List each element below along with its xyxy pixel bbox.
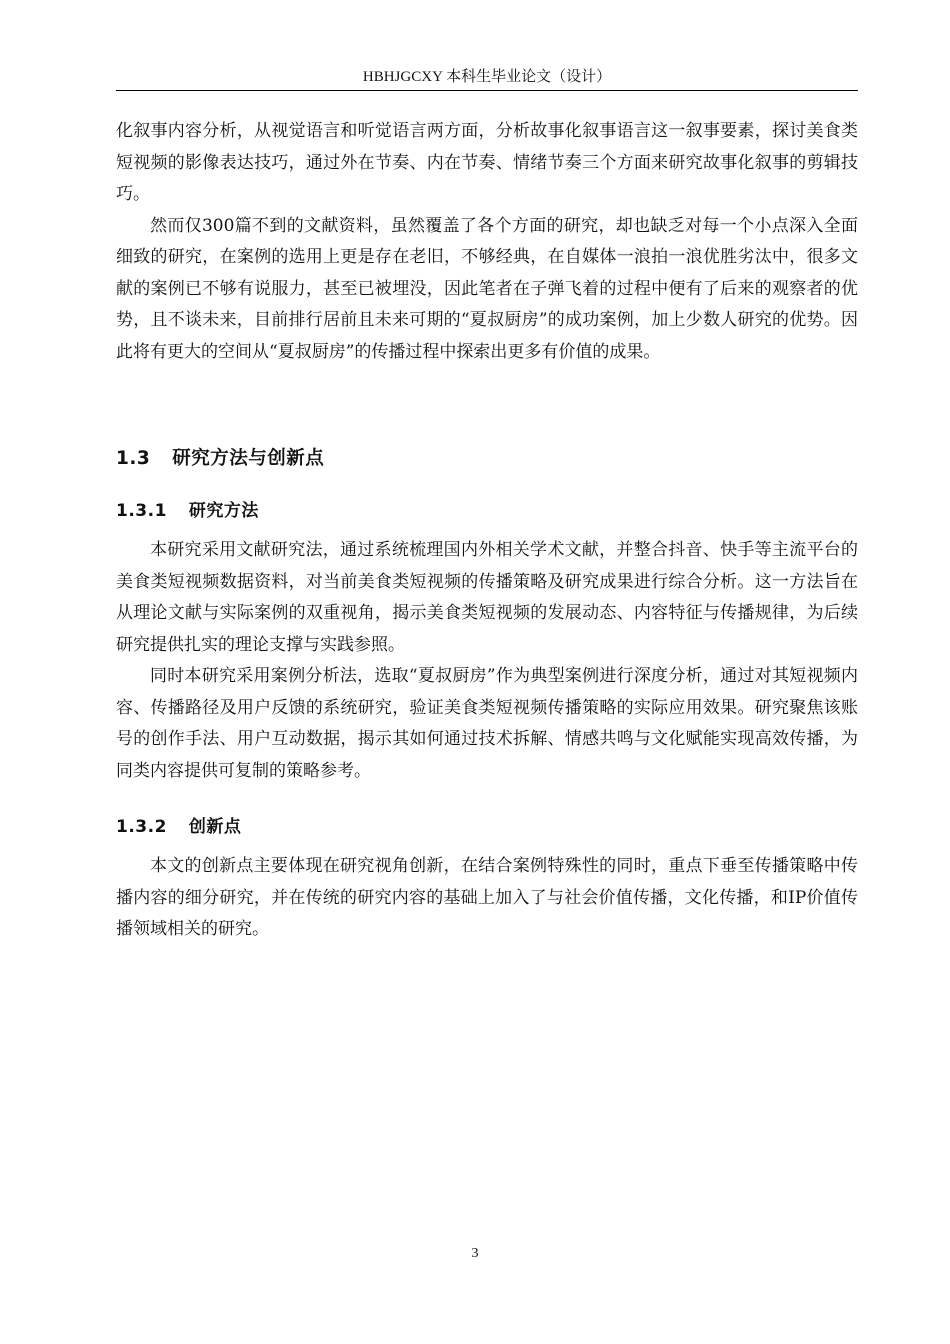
innovation-section: [116, 851, 858, 946]
subsection-title: 创新点: [188, 817, 242, 837]
section-heading-1-3: [116, 444, 324, 470]
section-number: 1.3: [116, 448, 151, 469]
methods-section: [116, 535, 858, 787]
section-title: 研究方法与创新点: [172, 448, 325, 469]
subsection-title: 研究方法: [188, 501, 259, 521]
subsection-heading-1-3-2: [116, 812, 241, 837]
paragraph-innovation: 本文的创新点主要体现在研究视角创新，在结合案例特殊性的同时，重点下垂至传播策略中传播内容的细分研究，并在传统的研究内容的基础上加入了与社会价值传播，文化传播，和IP价值传播领域相关的研究。: [116, 856, 858, 939]
page-header: HBHJGCXY 本科生毕业论文（设计）: [116, 66, 858, 91]
paragraph-literature-method: 本研究采用文献研究法，通过系统梳理国内外相关学术文献，并整合抖音、快手等主流平台的美食类短视频数据资料，对当前美食类短视频的传播策略及研究成果进行综合分析。这一方法旨在从理论文献与实际案例的双重视角，揭示美食类短视频的发展动态、内容特征与传播规律，为后续研究提供扎实的理论支撑与实践参照。: [116, 540, 858, 655]
page-number: 3: [471, 1246, 479, 1261]
paragraph-literature-critique: 然而仅300篇不到的文献资料，虽然覆盖了各个方面的研究，却也缺乏对每一个小点深入全面细致的研究，在案例的选用上更是存在老旧，不够经典，在自媒体一浪拍一浪优胜劣汰中，很多文献的案例已不够有说服力，甚至已被埋没，因此笔者在子弹飞着的过程中便有了后来的观察者的优势，且不谈未来，目前排行居前且未来可期的“夏叔厨房”的成功案例，加上少数人研究的优势。因此将有更大的空间从“夏叔厨房”的传播过程中探索出更多有价值的成果。: [116, 215, 858, 362]
subsection-number: 1.3.1: [116, 501, 167, 521]
paragraph-continuation: 化叙事内容分析，从视觉语言和听觉语言两方面，分析故事化叙事语言这一叙事要素，探讨美食类短视频的影像表达技巧，通过外在节奏、内在节奏、情绪节奏三个方面来研究故事化叙事的剪辑技巧。: [116, 121, 858, 204]
intro-section: [116, 116, 858, 368]
paragraph-case-method: 同时本研究采用案例分析法，选取“夏叔厨房”作为典型案例进行深度分析，通过对其短视频内容、传播路径及用户反馈的系统研究，验证美食类短视频传播策略的实际应用效果。研究聚焦该账号的创作手法、用户互动数据，揭示其如何通过技术拆解、情感共鸣与文化赋能实现高效传播，为同类内容提供可复制的策略参考。: [116, 666, 858, 781]
subsection-number: 1.3.2: [116, 817, 167, 837]
subsection-heading-1-3-1: [116, 496, 259, 521]
